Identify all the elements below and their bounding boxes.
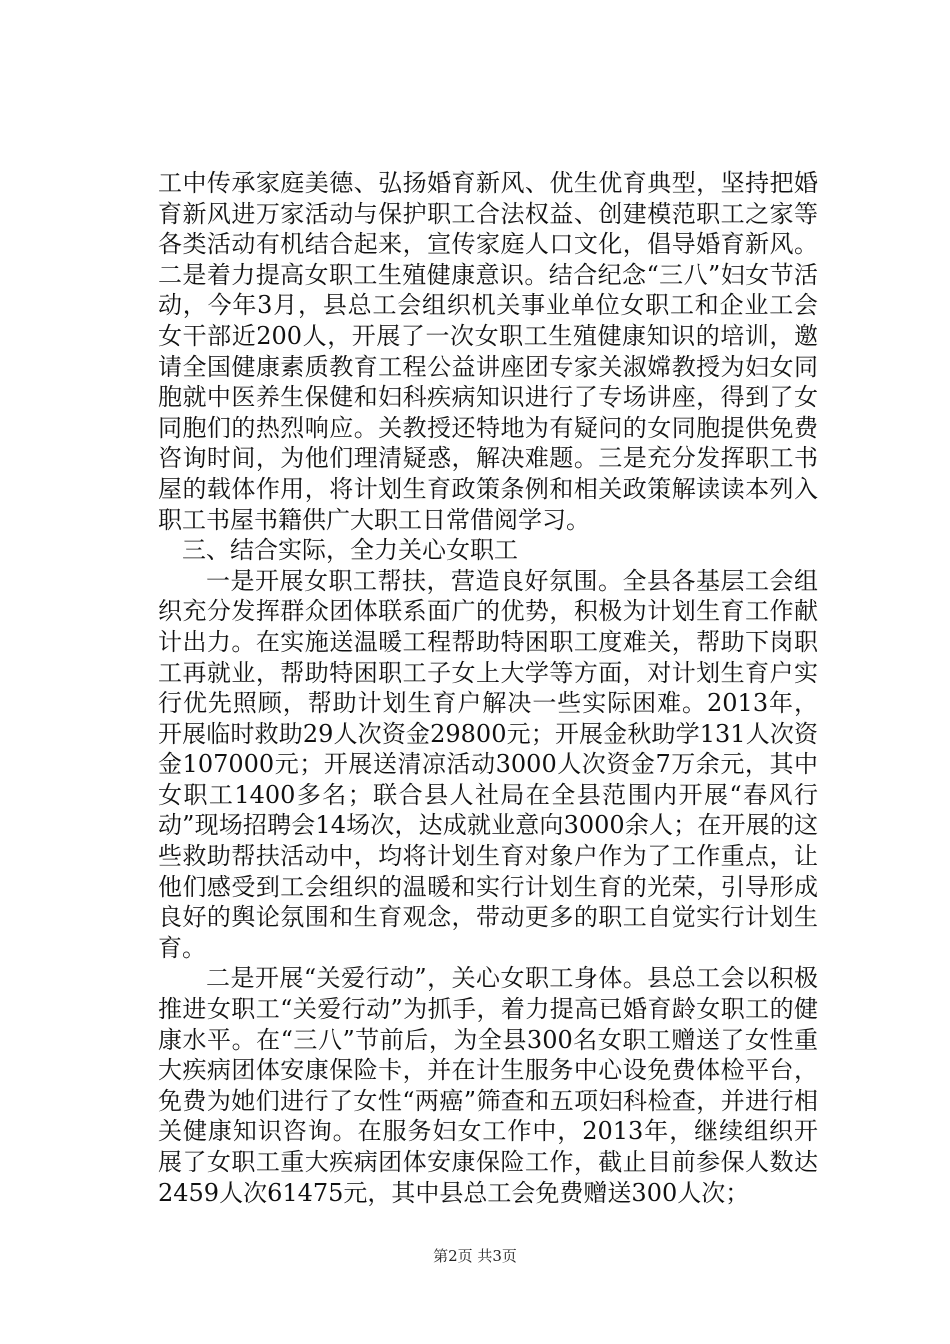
document-body [158, 168, 818, 1208]
section-heading: 三、结合实际，全力关心女职工 [182, 536, 518, 565]
paragraph-assistance: 一是开展女职工帮扶，营造良好氛围。全县各基层工会组织充分发挥群众团体联系面广的优势，积极为计划生育工作献计出力。在实施送温暖工程帮助特困职工度难关，帮助下岗职工再就业，帮助特困职工子女上大学等方面，对计划生育户实行优先照顾，帮助计划生育户解决一些实际困难。2013年，开展临时救助29人次资金29800元；开展金秋助学131人次资金107000元；开展送清凉活动3000人次资金7万余元，其中女职工1400多名；联合县人社局在全县范围内开展“春风行动”现场招聘会14场次，达成就业意向3000余人；在开展的这些救助帮扶活动中，均将计划生育对象户作为了工作重点，让他们感受到工会组织的温暖和实行计划生育的光荣，引导形成良好的舆论氛围和生育观念，带动更多的职工自觉实行计划生育。 [158, 566, 818, 962]
page-number: 第2页 共3页 [433, 1247, 517, 1265]
paragraph-care-action: 二是开展“关爱行动”，关心女职工身体。县总工会以积极推进女职工“关爱行动”为抓手，着力提高已婚育龄女职工的健康水平。在“三八”节前后，为全县300名女职工赠送了女性重大疾病团体安康保险卡，并在计生服务中心设免费体检平台，免费为她们进行了女性“两癌”筛查和五项妇科检查，并进行相关健康知识咨询。在服务妇女工作中，2013年，继续组织开展了女职工重大疾病团体安康保险工作，截止目前参保人数达2459人次61475元，其中县总工会免费赠送300人次； [158, 964, 818, 1207]
paragraph-continuation: 工中传承家庭美德、弘扬婚育新风、优生优育典型，坚持把婚育新风进万家活动与保护职工合法权益、创建模范职工之家等各类活动有机结合起来，宣传家庭人口文化，倡导婚育新风。二是着力提高女职工生殖健康意识。结合纪念“三八”妇女节活动，今年3月，县总工会组织机关事业单位女职工和企业工会女干部近200人，开展了一次女职工生殖健康知识的培训，邀请全国健康素质教育工程公益讲座团专家关淑嫦教授为妇女同胞就中医养生保健和妇科疾病知识进行了专场讲座，得到了女同胞们的热烈响应。关教授还特地为有疑问的女同胞提供免费咨询时间，为他们理清疑惑，解决难题。三是充分发挥职工书屋的载体作用，将计划生育政策条例和相关政策解读读本列入职工书屋书籍供广大职工日常借阅学习。 [158, 169, 818, 534]
